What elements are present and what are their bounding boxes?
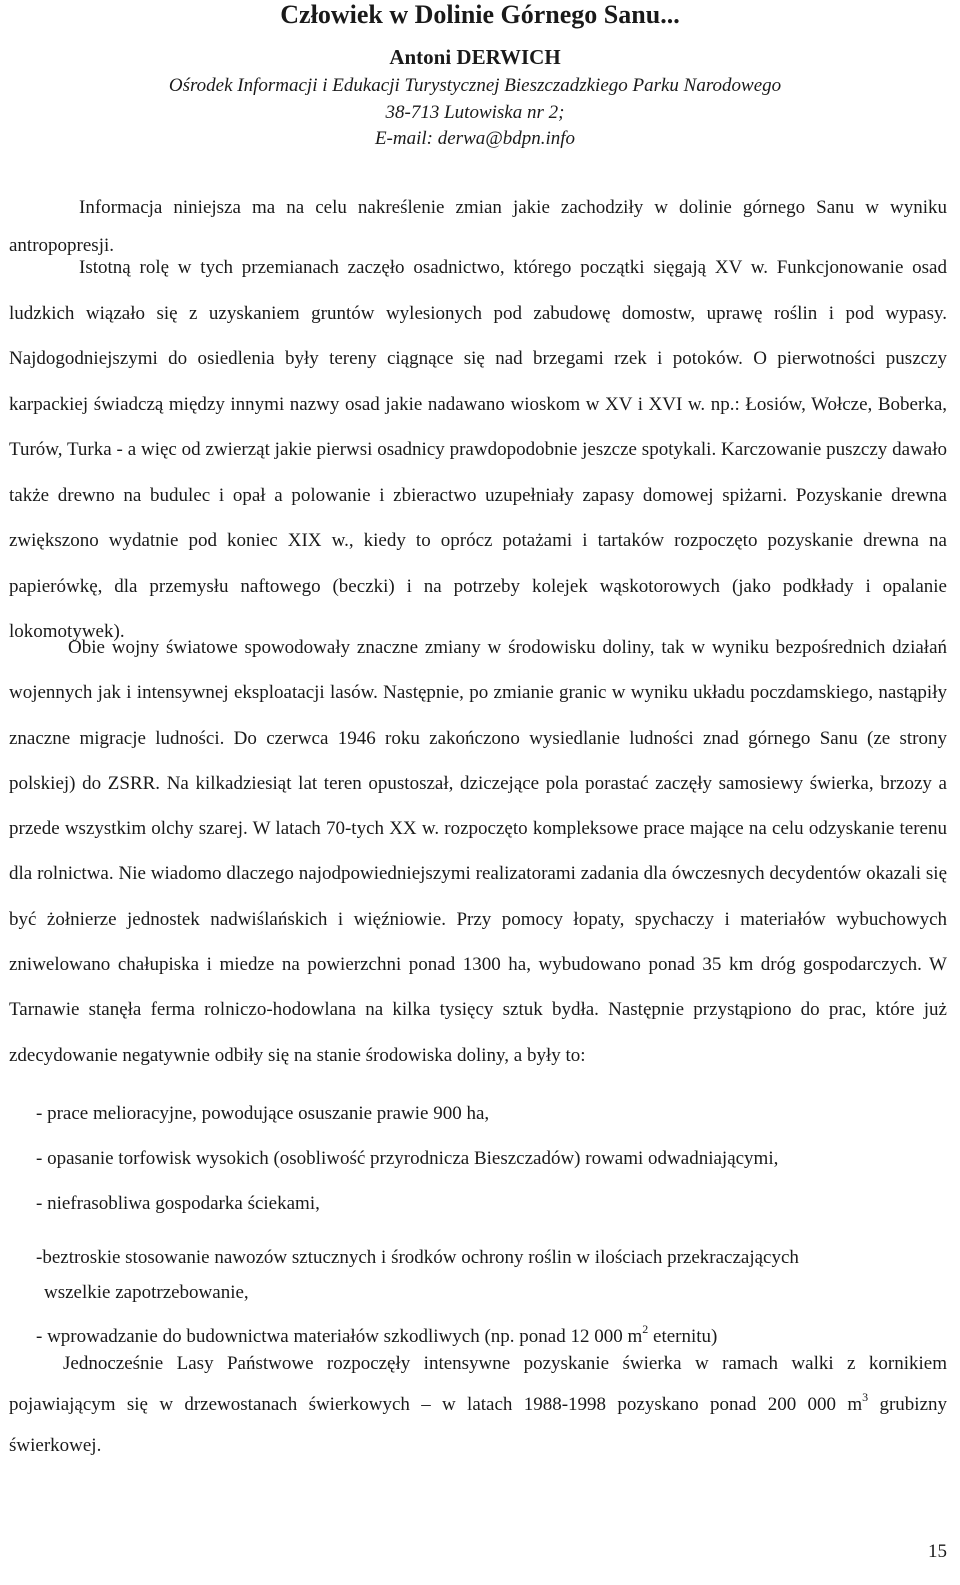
author-affiliation: Ośrodek Informacji i Edukacji Turystycznej Bieszczadzkiego Parku Narodowego [168, 75, 782, 96]
page-number: 15 [928, 1541, 947, 1562]
list-item-text-end: eternitu) [648, 1326, 718, 1347]
superscript: 3 [862, 1390, 869, 1404]
paragraph-state-forests [9, 1343, 947, 1466]
author-address: 38-713 Lutowiska nr 2; [385, 102, 565, 123]
list-item: - opasanie torfowisk wysokich (osobliwość przyrodnicza Bieszczadów) rowami odwadniającymi, [36, 1148, 779, 1169]
list-item-continuation: wszelkie zapotrzebowanie, [44, 1282, 249, 1303]
paragraph-settlement: Istotną rolę w tych przemianach zaczęło osadnictwo, którego początki sięgają XV w. Funkcjonowanie osad ludzkich wiązało się z uzyskaniem gruntów wylesionych pod zabudowę domostw, uprawę roślin i pod wypasy. Najdogodniejszymi do osiedlenia były tereny ciągnące się nad brzegami rzek i potoków. O pierwotności puszczy karpackiej świadczą między innymi nazwy osad jakie nadawano wioskom w XV i XVI w. np.: Łosiów, Wołcze, Boberka, Turów, Turka - a więc od zwierząt jakie pierwsi osadnicy prawdopodobnie jeszcze spotykali. Karczowanie puszczy dawało także drewno na budulec i opał a polowanie i zbieractwo uzupełniały zapasy domowej spiżarni. Pozyskanie drewna zwiększono wydatnie pod koniec XIX w., kiedy to oprócz potażami i tartaków rozpoczęto pozyskanie drewna na papierówkę, dla przemysłu naftowego (beczki) i na potrzeby kolejek wąskotorowych (jako podkłady i opalanie lokomotywek). [9, 257, 947, 642]
paragraph-text-end: grubizny świerkowej. [9, 1394, 947, 1456]
paragraph-text: Jednocześnie Lasy Państwowe rozpoczęły intensywne pozyskanie świerka w ramach walki z kornikiem pojawiającym się w drzewostanach świerkowych – w latach 1988-1998 pozyskano ponad 200 000 m [9, 1353, 947, 1415]
list-item-text: -beztroskie stosowanie nawozów sztucznych i środków ochrony roślin w ilościach przekraczających [36, 1247, 799, 1268]
list-item-text: - wprowadzanie do budownictwa materiałów szkodliwych (np. ponad 12 000 m [36, 1326, 643, 1347]
paragraph-intro: Informacja niniejsza ma na celu nakreślenie zmian jakie zachodziły w dolinie górnego Sanu w wyniku antropopresji. [9, 197, 947, 256]
impact-list [36, 1101, 948, 1369]
author-name: Antoni DERWICH [389, 45, 561, 69]
page-title: Człowiek w Dolinie Górnego Sanu... [280, 0, 680, 29]
paragraph-world-wars: Obie wojny światowe spowodowały znaczne zmiany w środowisku doliny, tak w wyniku bezpośrednich działań wojennych jak i intensywnej eksploatacji lasów. Następnie, po zmianie granic w wyniku układu poczdamskiego, nastąpiły znaczne migracje ludności. Do czerwca 1946 roku zakończono wysiedlanie ludności znad górnego Sanu (ze strony polskiej) do ZSRR. Na kilkadziesiąt lat teren opustoszał, dziczejące pola porastać zaczęły samosiewy świerka, brzozy a przede wszystkim olchy szarej. W latach 70-tych XX w. rozpoczęto kompleksowe prace mające na celu odzyskanie terenu dla rolnictwa. Nie wiadomo dlaczego najodpowiedniejszymi realizatorami zadania dla ówczesnych decydentów okazali się być żołnierze jednostek nadwiślańskich i więźniowie. Przy pomocy łopaty, spychaczy i materiałów wybuchowych zniwelowano chałupiska i miedze na powierzchni ponad 1300 ha, wybudowano ponad 35 km dróg gospodarczych. W Tarnawie stanęła ferma rolniczo-hodowlana na kilka tysięcy sztuk bydła. Następnie przystąpiono do prac, które już zdecydowanie negatywnie odbiły się na stanie środowiska doliny, a były to: [9, 637, 947, 1066]
superscript: 2 [642, 1322, 649, 1336]
author-email: E-mail: derwa@bdpn.info [374, 128, 576, 149]
list-item: - prace melioracyjne, powodujące osuszanie prawie 900 ha, [36, 1103, 490, 1124]
list-item [36, 1236, 948, 1324]
list-item: - niefrasobliwa gospodarka ściekami, [36, 1193, 320, 1214]
